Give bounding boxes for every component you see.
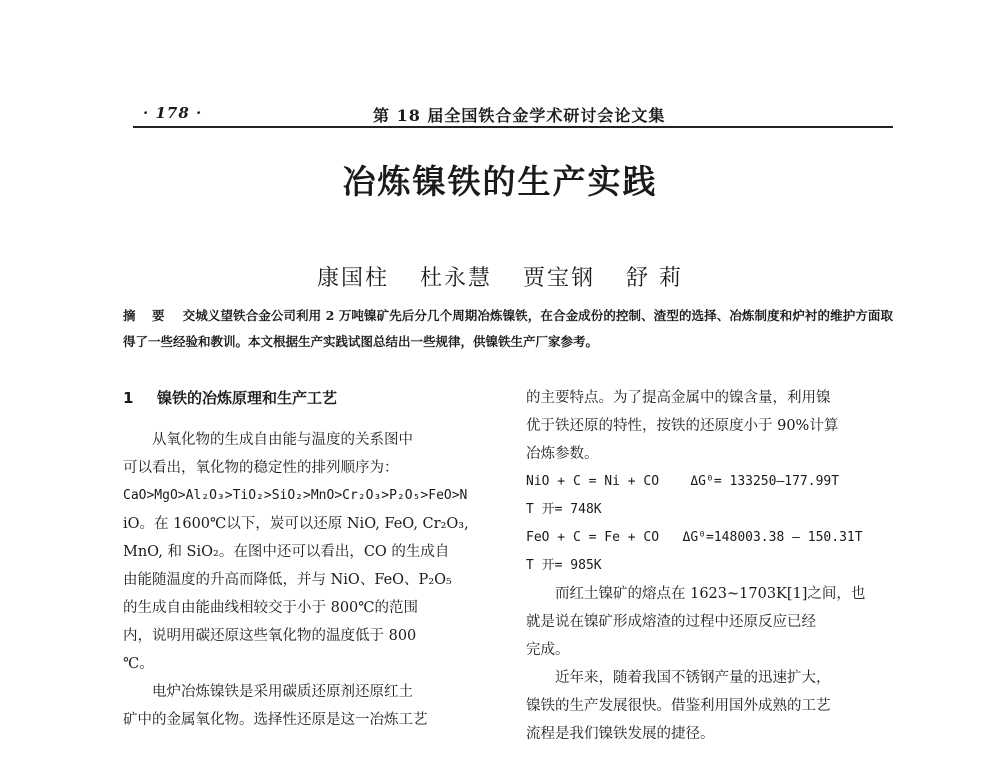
section-title: 镍铁的冶炼原理和生产工艺 bbox=[157, 389, 338, 407]
page-number: · 178 · bbox=[143, 104, 203, 122]
text-line: 内，说明用碳还原这些氧化物的温度低于 800 bbox=[123, 628, 417, 644]
text-line: 优于铁还原的特性，按铁的还原度小于 90%计算 bbox=[526, 418, 839, 434]
abstract-text: 交城义望铁合金公司利用 2 万吨镍矿先后分几个周期冶炼镍铁，在合金成份的控制、渣型的选择、冶炼制度和炉衬的维护方面取得了一些经验和教训。本文根据生产实践试图总结出一些规律，供镍铁生产厂家参考。 bbox=[123, 308, 894, 349]
abstract-label: 摘 要 bbox=[123, 308, 171, 323]
running-header bbox=[133, 100, 893, 128]
paragraph-oxide-stability bbox=[123, 426, 495, 678]
author-3: 贾宝钢 bbox=[523, 266, 596, 291]
text-line: 流程是我们镍铁发展的捷径。 bbox=[526, 726, 715, 742]
author-1: 康国柱 bbox=[316, 266, 389, 291]
text-line: 电炉冶炼镍铁是采用碳质还原剂还原红土 bbox=[152, 684, 413, 700]
text-line: 的生成自由能曲线相较交于小于 800℃的范围 bbox=[123, 600, 419, 616]
text-line: 由能随温度的升高而降低，并与 NiO、FeO、P₂O₅ bbox=[123, 572, 452, 588]
text-line: 就是说在镍矿形成熔渣的过程中还原反应已经 bbox=[526, 614, 816, 630]
equation-feo-reduction: FeO + C = Fe + CO ΔG⁰=148003.38 — 150.31T bbox=[526, 530, 863, 545]
paper-title: 冶炼镍铁的生产实践 bbox=[342, 162, 658, 201]
paragraph-recent-years bbox=[526, 664, 896, 748]
journal-title: 第 18 届全国铁合金学术研讨会论文集 bbox=[373, 106, 666, 125]
text-line: iO。在 1600℃以下，炭可以还原 NiO, FeO, Cr₂O₃, bbox=[123, 516, 469, 532]
text-line: MnO, 和 SiO₂。在图中还可以看出，CO 的生成自 bbox=[123, 544, 450, 560]
text-line: 而红土镍矿的熔点在 1623~1703K[1]之间，也 bbox=[555, 586, 866, 602]
section-heading bbox=[123, 384, 495, 412]
equation-nio-reduction: NiO + C = Ni + CO ΔG⁰= 133250—177.99T bbox=[526, 474, 840, 489]
author-2: 杜永慧 bbox=[419, 266, 492, 291]
paragraph-electric-furnace bbox=[123, 678, 495, 734]
paragraph-reduction bbox=[526, 384, 896, 468]
text-line: 从氧化物的生成自由能与温度的关系图中 bbox=[152, 432, 413, 448]
text-line: 近年来，随着我国不锈钢产量的迅速扩大， bbox=[555, 670, 831, 686]
section-number: 1 bbox=[123, 389, 134, 407]
abstract bbox=[123, 303, 893, 355]
text-line: CaO>MgO>Al₂O₃>TiO₂>SiO₂>MnO>Cr₂O₃>P₂O₅>FeO>N bbox=[123, 488, 468, 503]
text-line: 的主要特点。为了提高金属中的镍含量，利用镍 bbox=[526, 390, 831, 406]
text-line: 矿中的金属氧化物。选择性还原是这一冶炼工艺 bbox=[123, 712, 428, 728]
equation-feo-temperature: T 开= 985K bbox=[526, 558, 602, 573]
text-line: 可以看出，氧化物的稳定性的排列顺序为： bbox=[123, 460, 399, 476]
paragraph-melting-point bbox=[526, 580, 896, 664]
text-line: 冶炼参数。 bbox=[526, 446, 599, 462]
left-column bbox=[123, 384, 495, 734]
header-rule bbox=[133, 126, 893, 128]
text-line: ℃。 bbox=[123, 656, 154, 672]
text-line: 镍铁的生产发展很快。借鉴利用国外成熟的工艺 bbox=[526, 698, 831, 714]
equation-nio-temperature: T 开= 748K bbox=[526, 502, 602, 517]
author-4: 舒 莉 bbox=[626, 266, 684, 291]
author-list bbox=[0, 261, 1000, 292]
right-column bbox=[526, 384, 896, 748]
text-line: 完成。 bbox=[526, 642, 570, 658]
